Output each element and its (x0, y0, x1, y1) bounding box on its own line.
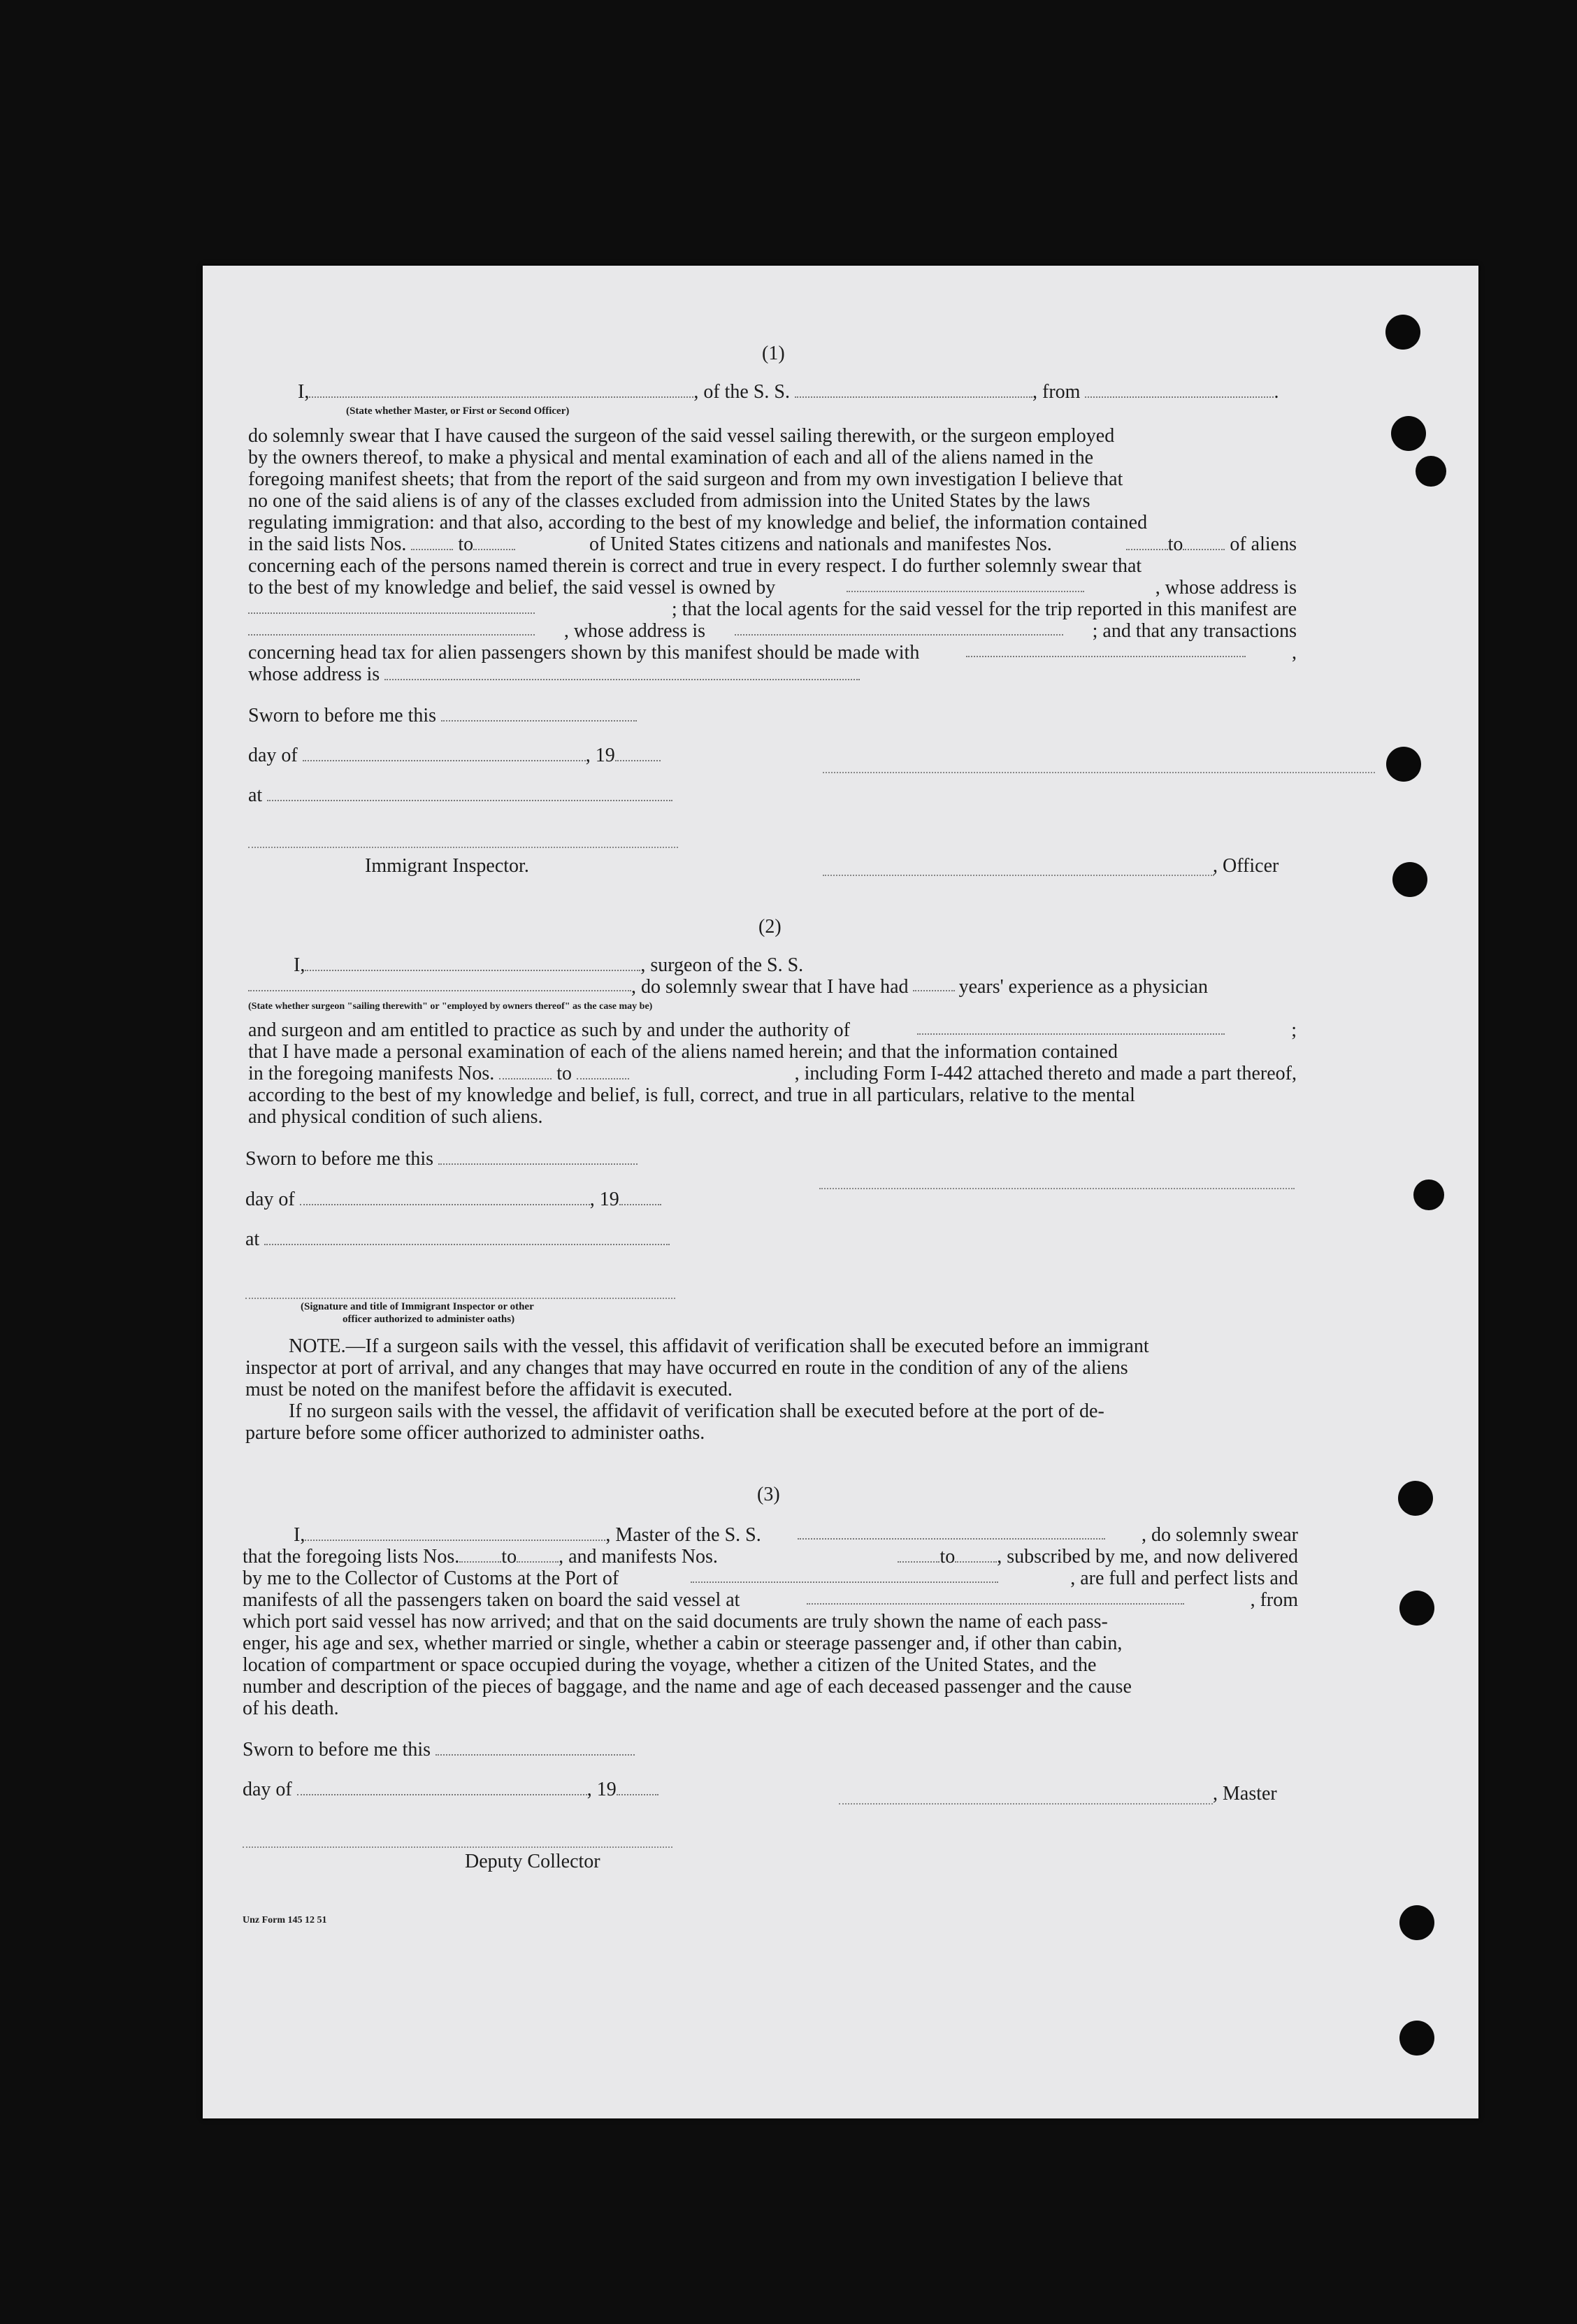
label-of-aliens: of aliens (1230, 533, 1297, 555)
label-sworn: Sworn to before me this (248, 705, 437, 726)
label-at: at (248, 784, 263, 806)
label-day-of: day of (245, 1189, 295, 1210)
owner-address-field[interactable] (248, 598, 535, 614)
label-semicolon: ; (1291, 1019, 1297, 1041)
sworn-field[interactable] (441, 706, 637, 722)
label-to: to (501, 1546, 517, 1568)
label-years-experience: years' experience as a physician (958, 976, 1208, 998)
sworn-field[interactable] (435, 1740, 635, 1756)
label-local-agents: ; that the local agents for the said vessel for the trip reported in this manifest are (671, 598, 1297, 620)
note-block (245, 1335, 1297, 1444)
label-from: , from (1032, 381, 1081, 403)
ship-name-field[interactable] (798, 1524, 1105, 1540)
label-at: at (245, 1228, 260, 1250)
manifest-no-from-field[interactable] (1126, 535, 1168, 550)
section-3-number: (3) (757, 1484, 780, 1505)
label-surgeon-of: , surgeon of the S. S. (640, 954, 804, 976)
section-1-number: (1) (762, 343, 785, 364)
section-3-body (243, 1524, 1298, 1719)
officer-name-field[interactable] (309, 382, 693, 398)
sworn-line (243, 1739, 635, 1760)
list-no-to-field[interactable] (473, 535, 515, 550)
inspector-signature-line[interactable] (248, 846, 678, 848)
label-comma: , (1292, 642, 1297, 664)
ship-name-field[interactable] (248, 976, 631, 991)
sworn-line (245, 1148, 638, 1170)
body-line: do solemnly swear that I have caused the surgeon of the said vessel sailing therewith, or the surgeon employed (248, 425, 1115, 447)
body-line: according to the best of my knowledge and belief, is full, correct, and true in all particulars, relative to the mental (248, 1084, 1135, 1106)
master-line-1 (243, 1524, 1298, 1546)
label-owned-by: to the best of my knowledge and belief, the said vessel is owned by (248, 577, 776, 598)
headtax-line (248, 642, 1297, 664)
officer-note: (State whether Master, or First or Second Officer) (346, 406, 570, 417)
from-port-field[interactable] (1085, 382, 1274, 398)
at-field[interactable] (267, 786, 672, 801)
punch-hole (1416, 456, 1446, 487)
label-whose-address: whose address is (248, 664, 380, 685)
authority-field[interactable] (917, 1019, 1225, 1035)
label-full-perfect: , are full and perfect lists and (1070, 1568, 1298, 1589)
surgeon-name-field[interactable] (305, 956, 640, 971)
manifest-no-to-field[interactable] (1183, 535, 1225, 550)
body-line: location of compartment or space occupied during the voyage, whether a citizen of the United States, and the (243, 1654, 1097, 1676)
body-line: foregoing manifest sheets; that from the report of the said surgeon and from my own investigation I believe that (248, 468, 1123, 490)
section-2-body (248, 1019, 1297, 1128)
master-name-field[interactable] (305, 1526, 605, 1541)
label-lists-nos: in the said lists Nos. (248, 533, 407, 555)
day-line (248, 745, 661, 766)
manifests-line (248, 1063, 1297, 1084)
manifest-no-to-field[interactable] (955, 1547, 997, 1563)
punch-hole (1385, 315, 1420, 350)
years-field[interactable] (913, 976, 955, 991)
note-line: NOTE.—If a surgeon sails with the vessel, this affidavit of verification shall be executed before an immigrant (289, 1335, 1149, 1357)
officer-signature-line[interactable] (823, 771, 1375, 773)
owner-field[interactable] (847, 577, 1084, 592)
at-line (248, 784, 672, 806)
label-head-tax: concerning head tax for alien passengers shown by this manifest should be made with (248, 642, 920, 664)
section-1-line-1 (298, 381, 1279, 403)
inspector-label: Immigrant Inspector. (365, 855, 529, 877)
punch-hole (1398, 1481, 1433, 1516)
owned-line (248, 577, 1297, 598)
list-no-to-field[interactable] (517, 1547, 559, 1563)
agents-field[interactable] (248, 620, 535, 636)
ship-name-field[interactable] (795, 382, 1032, 398)
label-whose-address: , whose address is (563, 620, 706, 642)
master-line-4 (243, 1589, 1298, 1611)
master-line-3 (243, 1568, 1298, 1589)
label-master-of: , Master of the S. S. (605, 1524, 761, 1546)
master-label: , Master (1213, 1783, 1277, 1805)
port-field[interactable] (691, 1568, 998, 1583)
day-line (243, 1779, 658, 1800)
note-line: If no surgeon sails with the vessel, the affidavit of verification shall be executed before at the port of de- (289, 1400, 1104, 1422)
body-line: no one of the said aliens is of any of the classes excluded from admission into the United States by the laws (248, 490, 1090, 512)
day-field[interactable] (300, 1190, 590, 1205)
year-field[interactable] (615, 746, 661, 761)
label-manifests-nos: of United States citizens and nationals and manifestes Nos. (589, 533, 1052, 555)
master-signature-line[interactable] (839, 1802, 1213, 1805)
day-line (245, 1189, 661, 1210)
signature-note-1: (Signature and title of Immigrant Inspector or other (301, 1301, 534, 1312)
note-line: inspector at port of arrival, and any changes that may have occurred en route in the condition of any of the aliens (245, 1357, 1128, 1379)
punch-hole (1399, 2021, 1434, 2056)
body-line: which port said vessel has now arrived; and that on the said documents are truly shown the name of each pass- (243, 1611, 1108, 1633)
year-field[interactable] (619, 1190, 661, 1205)
day-field[interactable] (303, 746, 586, 761)
label-solemnly-swear: , do solemnly swear (1142, 1524, 1298, 1546)
label-19: , 19 (589, 1189, 619, 1210)
body-line: concerning each of the persons named therein is correct and true in every respect. I do further solemnly swear that (248, 555, 1142, 577)
label-19: , 19 (585, 745, 615, 766)
officer-label: , Officer (1213, 855, 1279, 877)
body-line: by the owners thereof, to make a physical and mental examination of each and all of the aliens named in the (248, 447, 1094, 468)
deputy-signature-line[interactable] (243, 1846, 672, 1848)
label-authority: and surgeon and am entitled to practice as such by and under the authority of (248, 1019, 850, 1041)
body-line: number and description of the pieces of baggage, and the name and age of each deceased passenger and the cause (243, 1676, 1132, 1698)
punch-hole (1392, 862, 1427, 897)
boarding-port-field[interactable] (807, 1589, 1184, 1605)
label-to: to (939, 1546, 956, 1568)
label-collector: by me to the Collector of Customs at the Port of (243, 1568, 619, 1589)
label-whose-address: , whose address is (1155, 577, 1297, 598)
body-line: and physical condition of such aliens. (248, 1106, 543, 1128)
master-line-2 (243, 1546, 1298, 1568)
punch-hole (1413, 1179, 1444, 1210)
label-to: to (556, 1063, 573, 1084)
sworn-field[interactable] (438, 1149, 638, 1165)
label-solemnly-swear: , do solemnly swear that I have had (631, 976, 909, 998)
punch-hole (1386, 747, 1421, 782)
day-field[interactable] (297, 1780, 587, 1795)
label-transactions: ; and that any transactions (1092, 620, 1297, 642)
form-sheet (203, 266, 1478, 2118)
body-line: that I have made a personal examination of each of the aliens named herein; and that the information contained (248, 1041, 1118, 1063)
label-sworn: Sworn to before me this (243, 1739, 431, 1760)
punch-hole (1391, 416, 1426, 451)
signature-note-2: officer authorized to administer oaths) (343, 1314, 515, 1325)
label-manifests-nos: , and manifests Nos. (559, 1546, 718, 1568)
body-line: regulating immigration: and that also, according to the best of my knowledge and belief, the information contained (248, 512, 1148, 533)
officer-name-line[interactable] (823, 874, 1214, 876)
label-period: . (1274, 381, 1279, 403)
label-sworn: Sworn to before me this (245, 1148, 434, 1170)
deputy-label: Deputy Collector (465, 1851, 600, 1872)
nos-line (248, 533, 1297, 555)
label-subscribed: , subscribed by me, and now delivered (997, 1546, 1298, 1568)
body-line: enger, his age and sex, whether married or single, whether a cabin or steerage passenger and, if other than cabin, (243, 1633, 1123, 1654)
label-taken-on-board: manifests of all the passengers taken on board the said vessel at (243, 1589, 740, 1611)
label-manifests-nos: in the foregoing manifests Nos. (248, 1063, 495, 1084)
punch-hole (1399, 1905, 1434, 1940)
label-19: , 19 (586, 1779, 617, 1800)
punch-hole (1399, 1591, 1434, 1626)
manifest-no-from-field[interactable] (499, 1064, 552, 1079)
head-tax-address-field[interactable] (384, 665, 860, 680)
agents-line (248, 598, 1297, 620)
year-field[interactable] (617, 1780, 658, 1795)
inspector-signature-line[interactable] (245, 1297, 675, 1299)
label-i: I, (298, 381, 310, 403)
list-no-from-field[interactable] (459, 1547, 501, 1563)
surgeon-signature-line[interactable] (819, 1187, 1295, 1189)
label-form-i442: , including Form I-442 attached thereto and made a part thereof, (794, 1063, 1297, 1084)
section-1-body (248, 425, 1297, 685)
label-day-of: day of (248, 745, 298, 766)
manifest-no-to-field[interactable] (577, 1064, 629, 1079)
label-to: to (458, 533, 474, 555)
surgeon-line-1 (294, 954, 803, 976)
at-field[interactable] (264, 1230, 670, 1245)
label-i: I, (294, 1524, 305, 1546)
label-i: I, (294, 954, 305, 976)
authority-line (248, 1019, 1297, 1041)
list-no-from-field[interactable] (411, 535, 453, 550)
note-line: parture before some officer authorized to administer oaths. (245, 1422, 705, 1444)
section-2-number: (2) (758, 916, 782, 938)
form-id: Unz Form 145 12 51 (243, 1915, 327, 1925)
label-lists-nos: that the foregoing lists Nos. (243, 1546, 460, 1568)
label-to: to (1167, 533, 1183, 555)
body-line: of his death. (243, 1698, 339, 1719)
whose-line (248, 664, 1297, 685)
surgeon-note: (State whether surgeon "sailing therewith" or "employed by owners thereof" as the case may be) (248, 1001, 653, 1012)
sworn-line (248, 705, 637, 726)
manifest-no-from-field[interactable] (898, 1547, 939, 1563)
address-line (248, 620, 1297, 642)
surgeon-line-2 (248, 976, 1297, 998)
at-line (245, 1228, 670, 1250)
label-of-ss: , of the S. S. (693, 381, 791, 403)
label-day-of: day of (243, 1779, 292, 1800)
label-from: , from (1250, 1589, 1298, 1611)
note-line: must be noted on the manifest before the affidavit is executed. (245, 1379, 733, 1400)
head-tax-agent-field[interactable] (966, 642, 1246, 657)
agents-address-field[interactable] (735, 620, 1063, 636)
